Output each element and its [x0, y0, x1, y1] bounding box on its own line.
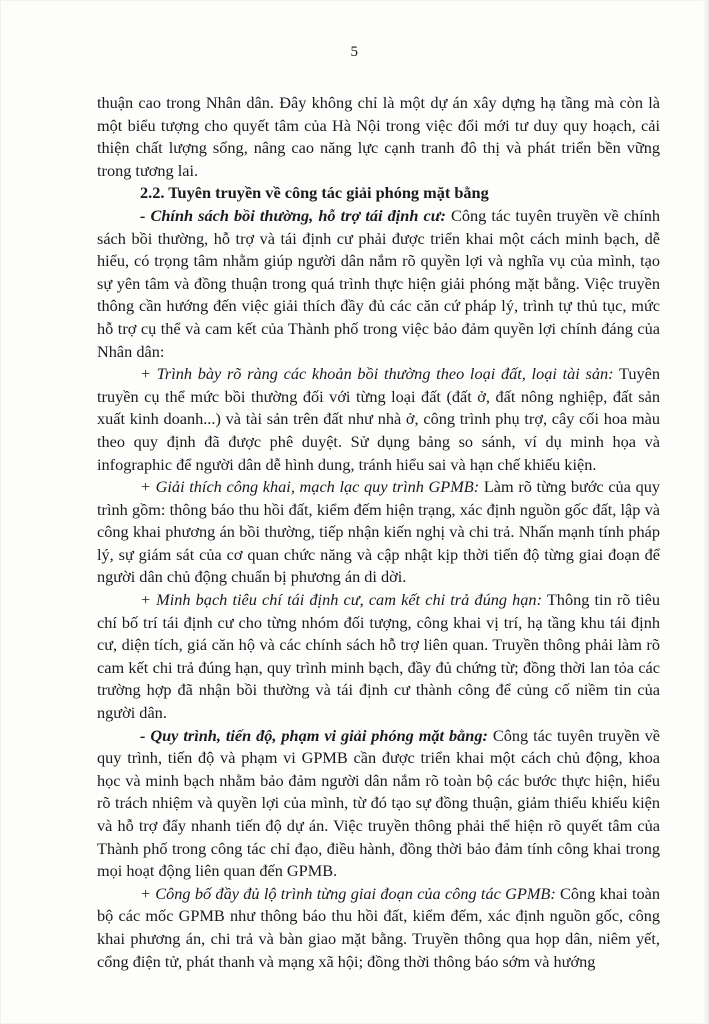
paragraph-continuation: thuận cao trong Nhân dân. Đây không chỉ là một dự án xây dựng hạ tầng mà còn là một biểu tượng cho quyết tâm của Hà Nội trong việc đổi mới tư duy quy hoạch, cải thiện chất lượng sống, nâng cao năng lực cạnh tranh đô thị và phát triển bền vững trong tương lai.	[97, 93, 660, 180]
paragraph-body: Công tác tuyên truyền về quy trình, tiến độ và phạm vi GPMB cần được triển khai một cách chủ động, khoa học và minh bạch nhằm bảo đảm người dân nắm rõ toàn bộ các bước thực hiện, hiểu rõ trách nhiệm và quyền lợi của mình, từ đó tạo sự đồng thuận, giảm thiểu khiếu kiện và hỗ trợ đẩy nhanh tiến độ dự án. Việc truyền thông phải thể hiện rõ quyết tâm của Thành phố trong công tác chỉ đạo, điều hành, đồng thời bảo đảm tính công khai trong mọi hoạt động liên quan đến GPMB.	[97, 725, 660, 881]
paragraph-lead: + Công bố đầy đủ lộ trình từng giai đoạn của công tác GPMB:	[140, 883, 556, 903]
section-heading: 2.2. Tuyên truyền về công tác giải phóng mặt bằng	[140, 183, 489, 203]
paragraph-body: Công khai toàn bộ các mốc GPMB như thông báo thu hồi đất, kiểm đếm, xác định nguồn gốc, công khai phương án, chi trả và bàn giao mặt bằng. Truyền thông qua họp dân, niêm yết, cổng điện tử, phát thanh và mạng xã hội; đồng thời thông báo sớm và hướng	[97, 883, 660, 971]
paragraph-lead: + Trình bày rõ ràng các khoản bồi thường theo loại đất, loại tài sản:	[140, 364, 614, 384]
paragraph-lead: + Minh bạch tiêu chí tái định cư, cam kết chi trả đúng hạn:	[140, 590, 542, 610]
paragraph-lead: - Chính sách bồi thường, hỗ trợ tái định cư:	[140, 205, 446, 225]
paragraph-compensation-policy	[97, 205, 660, 363]
paragraph-body: Thông tin rõ tiêu chí bố trí tái định cư cho từng nhóm đối tượng, công khai vị trí, hạ tầng khu tái định cư, diện tích, giá căn hộ và các chính sách hỗ trợ liên quan. Truyền thông phải làm rõ cam kết chi trả đúng hạn, quy trình minh bạch, đầy đủ chứng từ; đồng thời lan tỏa các trường hợp đã nhận bồi thường và tái định cư thành công để củng cố niềm tin của người dân.	[97, 590, 660, 723]
paragraph-body: Công tác tuyên truyền về chính sách bồi thường, hỗ trợ và tái định cư phải được triển khai một cách minh bạch, dễ hiểu, có trọng tâm nhằm giúp người dân nắm rõ quyền lợi và nghĩa vụ của mình, tạo sự yên tâm và đồng thuận trong quá trình thực hiện giải phóng mặt bằng. Việc truyền thông cần hướng đến việc giải thích đầy đủ các căn cứ pháp lý, trình tự thủ tục, mức hỗ trợ cụ thể và cam kết của Thành phố trong việc bảo đảm quyền lợi chính đáng của Nhân dân:	[97, 205, 661, 361]
paragraph-body: Làm rõ từng bước của quy trình gồm: thông báo thu hồi đất, kiểm đếm hiện trạng, xác định nguồn gốc đất, lập và công khai phương án bồi thường, tiếp nhận kiến nghị và chi trả. Nhấn mạnh tính pháp lý, sự giám sát của cơ quan chức năng và cập nhật kịp thời tiến độ từng giai đoạn để người dân chủ động chuẩn bị phương án di dời.	[97, 477, 660, 587]
page-number: 5	[350, 44, 359, 60]
paragraph-lead: - Quy trình, tiến độ, phạm vi giải phóng mặt bằng:	[140, 725, 488, 745]
paragraph-lead: + Giải thích công khai, mạch lạc quy trình GPMB:	[140, 477, 480, 497]
page-edge-shadow	[703, 0, 709, 1024]
paragraph-process-schedule	[97, 725, 660, 883]
paragraph-body: Tuyên truyền cụ thể mức bồi thường đối với từng loại đất (đất ở, đất nông nghiệp, đất sản xuất kinh doanh...) và tài sản trên đất như nhà ở, công trình phụ trợ, cây cối hoa màu theo quy định đã được phê duyệt. Sử dụng bảng so sánh, ví dụ minh họa và infographic để người dân dễ hình dung, tránh hiểu sai và hạn chế khiếu kiện.	[97, 364, 660, 474]
paragraph-compensation-by-land	[97, 363, 660, 476]
paragraph-gpmb-process	[97, 476, 660, 589]
paragraph-resettlement-criteria	[97, 589, 660, 725]
document-body	[97, 92, 660, 973]
paragraph-roadmap	[97, 883, 660, 973]
